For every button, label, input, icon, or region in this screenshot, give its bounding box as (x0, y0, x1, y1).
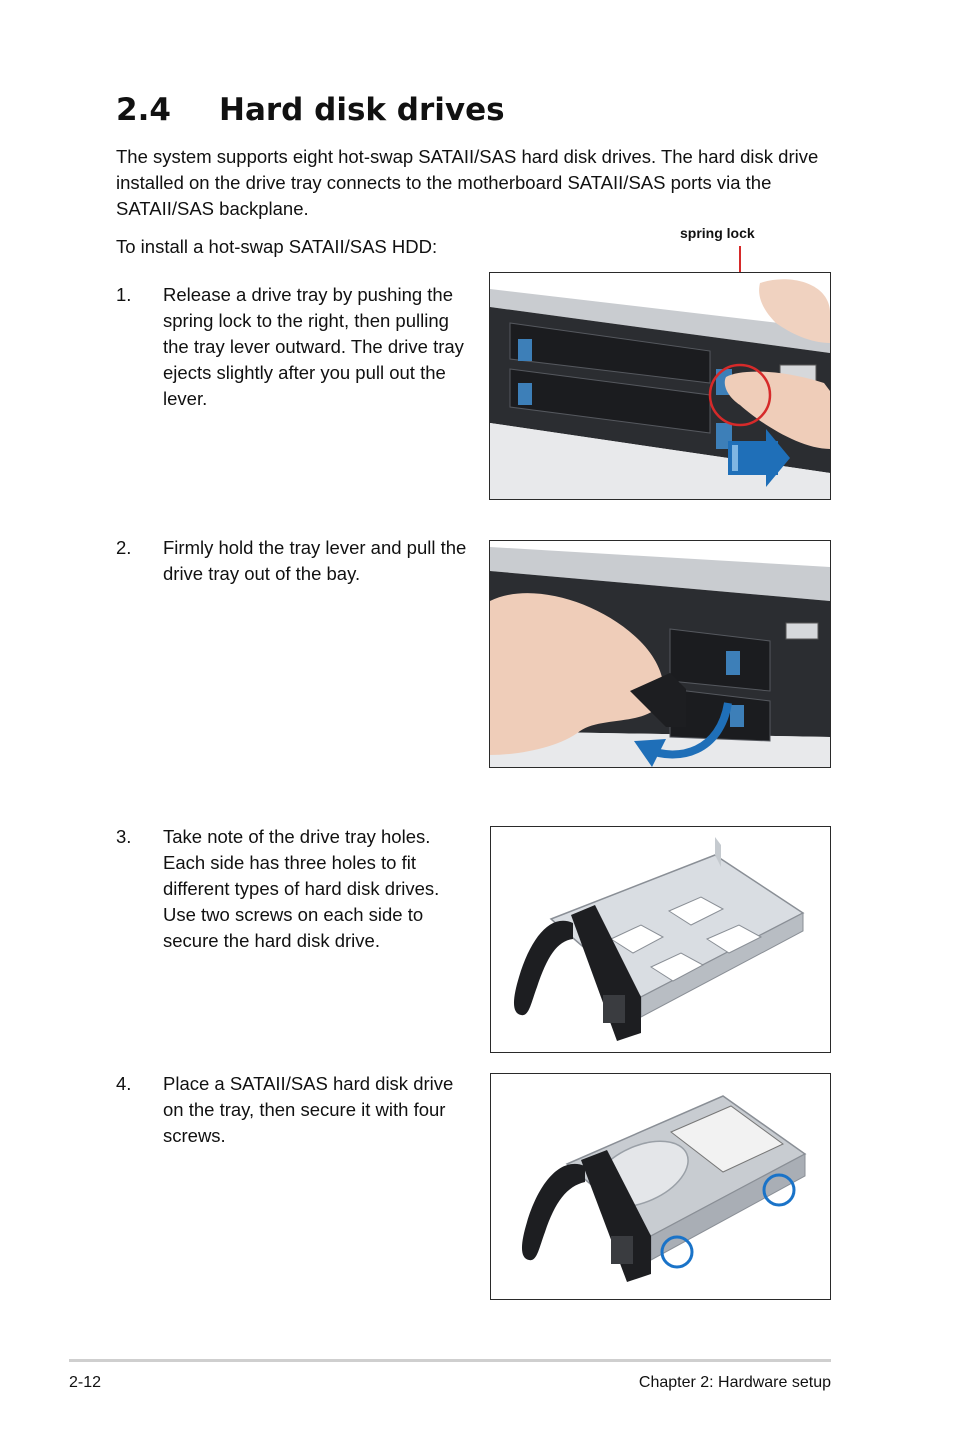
figure-tray-with-hdd (490, 1073, 831, 1300)
step-number: 2. (116, 537, 132, 558)
release-tray-illustration (490, 273, 830, 499)
tray-with-hdd-illustration (491, 1074, 830, 1299)
figure-pull-tray (489, 540, 831, 768)
section-number: 2.4 (116, 92, 171, 128)
section-heading: Hard disk drives (219, 92, 505, 128)
step-number: 1. (116, 284, 132, 305)
section-title (116, 92, 505, 128)
step-text: Place a SATAII/SAS hard disk drive on the tray, then secure it with four screws. (163, 1073, 454, 1146)
footer-rule (69, 1359, 831, 1362)
figure-empty-tray (490, 826, 831, 1053)
empty-tray-illustration (491, 827, 830, 1052)
figure-release-tray (489, 272, 831, 500)
step-number: 3. (116, 826, 132, 847)
chapter-label: Chapter 2: Hardware setup (638, 1374, 831, 1391)
intro-paragraph: The system supports eight hot-swap SATAII/SAS hard disk drives. The hard disk drive installed on the drive tray connects to the motherboard SATAII/SAS ports via the SATAII/SAS backplane. (116, 146, 819, 219)
step-text: Take note of the drive tray holes. Each side has three holes to fit different types of hard disk drives. Use two screws on each side to secure the hard disk drive. (163, 826, 440, 951)
step-number: 4. (116, 1073, 132, 1094)
spring-lock-callout-label: spring lock (680, 225, 755, 241)
step-text: Release a drive tray by pushing the spring lock to the right, then pulling the tray lever outward. The drive tray ejects slightly after you pull out the lever. (163, 284, 464, 409)
step-text: Firmly hold the tray lever and pull the drive tray out of the bay. (163, 537, 467, 584)
install-lead: To install a hot-swap SATAII/SAS HDD: (116, 236, 438, 257)
page-number: 2-12 (69, 1374, 102, 1391)
pull-tray-illustration (490, 541, 830, 767)
